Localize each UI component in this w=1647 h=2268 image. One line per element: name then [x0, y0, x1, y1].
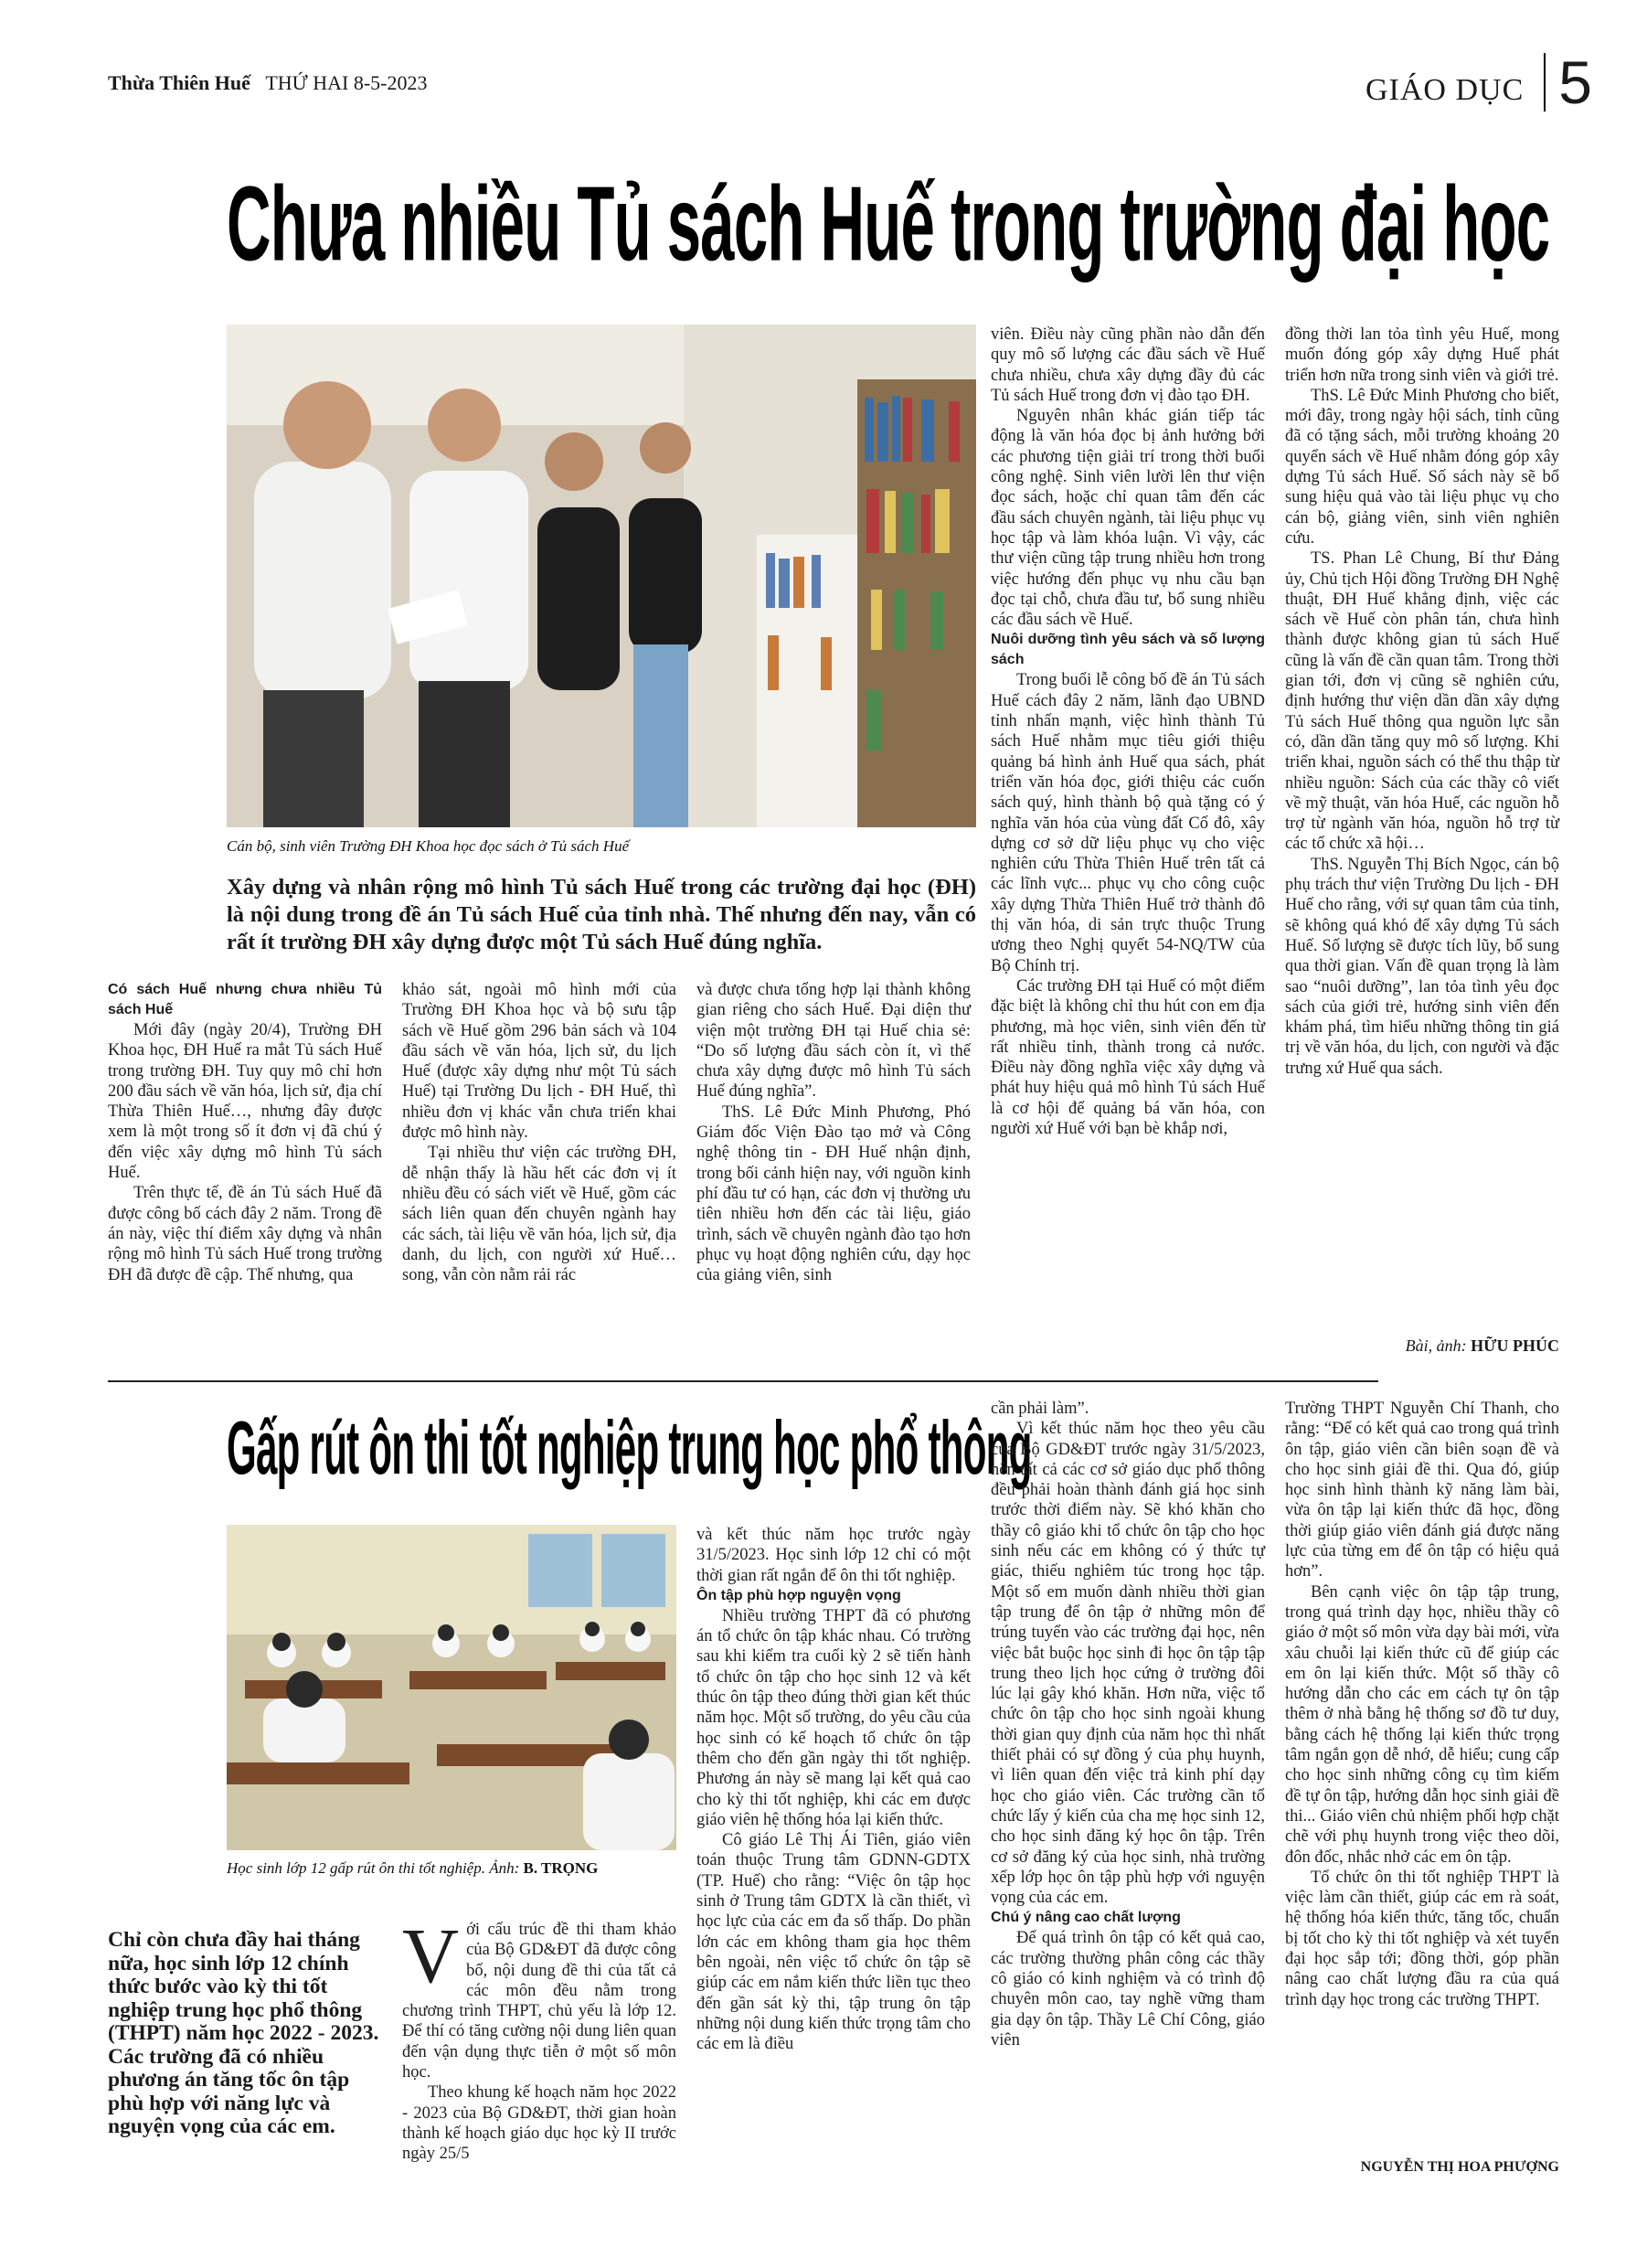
header-separator: [1544, 53, 1546, 112]
paragraph: ThS. Lê Đức Minh Phương, Phó Giám đốc Viện Đào tạo mở và Công nghệ thông tin - ĐH Huế nhận định, trong bối cảnh hiện nay, với nguồn kinh phí đầu tư có hạn, các đơn vị thường ưu tiên nhiều hơn đến các tài liệu, giáo trình, sách về chuyên ngành đào tạo hơn phục vụ hoạt động nghiên cứu, dạy học của giảng viên, sinh: [696, 1102, 971, 1285]
paragraph: Theo khung kế hoạch năm học 2022 - 2023 của Bộ GD&ĐT, thời gian hoàn thành kế hoạch giáo dục học kỳ II trước ngày 25/5: [402, 2083, 676, 2164]
classroom-photo-illustration: [227, 1525, 676, 1850]
page-number: 5: [1558, 48, 1592, 116]
article2-sapo: Chỉ còn chưa đầy hai tháng nữa, học sinh lớp 12 chính thức bước vào kỳ thi tốt nghiệp trung học phổ thông (THPT) năm học 2022 - 2023. Các trường đã có nhiều phương án tăng tốc ôn tập phù hợp với năng lực và nguyện vọng của các em.: [108, 1928, 379, 2138]
page-header-left: [108, 71, 428, 95]
paragraph: Để quá trình ôn tập có kết quả cao, các trường thường phân công các thầy cô giáo có kinh nghiệm và có trình độ chuyên môn cao, tay nghề vững tham gia dạy ôn tập. Thầy Lê Chí Công, giáo viên: [991, 1929, 1265, 2050]
paragraph: Trong buổi lễ công bố đề án Tủ sách Huế cách đây 2 năm, lãnh đạo UBND tỉnh nhấn mạnh, việc hình thành Tủ sách Huế nhằm mục tiêu giới thiệu quảng bá hình ảnh Huế qua sách, phát triển văn hóa đọc, giới thiệu các cuốn sách quý, hình thành bộ quà tặng có ý nghĩa văn hóa của vùng đất Cố đô, xây dựng cơ sở dữ liệu phục vụ cho việc nghiên cứu Thừa Thiên Huế trên tất cả các lĩnh vực... phục vụ cho công cuộc xây dựng Thừa Thiên Huế trở thành đô thị văn hóa, di sản trực thuộc Trung ương theo Nghị quyết 54-NQ/TW của Bộ Chính trị.: [991, 671, 1265, 975]
paragraph: Trường THPT Nguyễn Chí Thanh, cho rằng: “Để có kết quả cao trong quá trình ôn tập, giáo viên cần biên soạn đề và cho học sinh giải đề thi. Qua đó, giúp học sinh hình thành kỹ năng làm bài, vừa ôn tập lại kiến thức đã học, đồng thời giúp giáo viên đánh giá được năng lực của từng em để ôn tập có hiệu quả hơn”.: [1285, 1400, 1559, 1581]
issue-date: THỨ HAI 8-5-2023: [265, 71, 428, 94]
paragraph: và kết thúc năm học trước ngày 31/5/2023. Học sinh lớp 12 chỉ có một thời gian rất ngắn để ôn thi tốt nghiệp.: [696, 1526, 971, 1585]
article1-photo-caption: Cán bộ, sinh viên Trường ĐH Khoa học đọc sách ở Tủ sách Huế: [227, 837, 630, 855]
paragraph: và được chưa tổng hợp lại thành không gian riêng cho sách Huế. Đại diện thư viện một trường ĐH tại Huế chia sẻ: “Do số lượng đầu sách còn ít, vì thế chưa xây dựng được mô hình Tủ sách Huế đúng nghĩa”.: [696, 981, 971, 1102]
article2-column-3: [696, 1525, 971, 2054]
article2-column-5: [1285, 1399, 1559, 2010]
article2-subheading-2: Chú ý nâng cao chất lượng: [991, 1910, 1181, 1926]
page-header-right: [1365, 48, 1592, 116]
article1-sapo: Xây dựng và nhân rộng mô hình Tủ sách Huế trong các trường đại học (ĐH) là nội dung trong đề án Tủ sách Huế của tỉnh nhà. Thế nhưng đến nay, vẫn có rất ít trường ĐH xây dựng được một Tủ sách Huế đúng nghĩa.: [227, 875, 976, 954]
article1-column-4: [991, 325, 1265, 1139]
paragraph: Vì kết thúc năm học theo yêu cầu của Bộ GD&ĐT trước ngày 31/5/2023, nên tất cả các cơ sở giáo dục phổ thông đều phải hoàn thành đánh giá học sinh trước thời điểm này. Sẽ khó khăn cho thầy cô giáo khi tổ chức ôn tập cho học sinh nếu các em không có ý thức tự giác, thiếu nghiêm túc trong học tập. Một số em muốn dành nhiều thời gian tập trung để ôn tập ở những môn để trúng tuyển vào các trường đại học, nên việc bắt buộc học sinh đi học ôn tập tập trung theo lịch học cứng ở trường đôi lúc lại gây khó khăn. Hơn nữa, việc tổ chức ôn tập cho học sinh ngoài khung thời gian quy định của năm học thì nhất thiết phải có sự đồng ý của phụ huynh, vì liên quan đến việc trả kinh phí dạy học cho giáo viên. Các trường cần tổ chức lấy ý kiến của cha mẹ học sinh 12, cho học sinh đăng ký học ôn tập. Trên cơ sở đăng ký của học sinh, nhà trường xếp lớp học ôn tập phù hợp với nguyện vọng của các em.: [991, 1420, 1265, 1908]
photo-credit: B. TRỌNG: [523, 1859, 599, 1877]
paragraph: ThS. Lê Đức Minh Phương cho biết, mới đây, trong ngày hội sách, tỉnh cũng đã có tặng sách, mỗi trường khoảng 20 quyển sách về Huế nhằm đóng góp xây dựng Tủ sách Huế. Số sách này sẽ bổ sung hiệu quả vào tài liệu phục vụ cho cán bộ, giảng viên, sinh viên nghiên cứu.: [1285, 386, 1559, 548]
byline-prefix: Bài, ảnh:: [1405, 1336, 1467, 1355]
article1-column-5: [1285, 325, 1559, 1079]
paragraph: cần phải làm”.: [991, 1400, 1089, 1418]
paragraph: đồng thời lan tỏa tình yêu Huế, mong muốn đóng góp xây dựng Huế phát triển hơn nữa trong sinh viên và giới trẻ.: [1285, 325, 1559, 385]
article-divider: [108, 1380, 1378, 1382]
paragraph: Trên thực tế, đề án Tủ sách Huế đã được công bố cách đây 2 năm. Trong đề án này, việc thí điểm xây dựng và nhân rộng mô hình Tủ sách Huế trong trường ĐH đã được đề cập. Thế nhưng, qua: [108, 1184, 382, 1284]
byline-author: HỮU PHÚC: [1471, 1336, 1559, 1355]
article2-column-4: [991, 1399, 1265, 2050]
paragraph: Nhiều trường THPT đã có phương án tổ chức ôn tập khác nhau. Có trường sau khi kiểm tra cuối kỳ 2 sẽ tiến hành tổ chức ôn tập cho học sinh 12 và kết thúc ôn tập theo đúng thời gian kết thúc năm học. Một số trường, do yêu cầu của học sinh có kế hoạch tổ chức ôn tập thêm cho đến gần ngày thi tốt nghiệp. Phương án này sẽ mang lại kết quả cao cho kỳ thi tốt nghiệp, khi các em được giáo viên hệ thống hóa lại kiến thức.: [696, 1606, 971, 1829]
article2-subheading-1: Ôn tập phù hợp nguyện vọng: [696, 1587, 901, 1603]
paper-name: Thừa Thiên Huế: [108, 71, 250, 94]
caption-text: Học sinh lớp 12 gấp rút ôn thi tốt nghiệp. Ảnh:: [227, 1859, 520, 1877]
paragraph: Tổ chức ôn thi tốt nghiệp THPT là việc làm cần thiết, giúp các em rà soát, hệ thống hóa kiến thức, tăng tốc, chuẩn bị tốt cho kỳ thi tốt nghiệp và xét tuyển đại học sắp tới; đồng thời, góp phần nâng cao chất lượng đầu ra của quá trình dạy học trong các trường THPT.: [1285, 1868, 1559, 2009]
paragraph: ới cấu trúc đề thi tham khảo của Bộ GD&ĐT đã được công bố, nội dung đề thi của tất cả các môn đều nằm trong chương trình THPT, chủ yếu là lớp 12. Để thí có tăng cường nội dung liên quan đến vận dụng thực tiễn ở một số môn học.: [402, 1921, 676, 2082]
article2-column-2: [402, 1911, 676, 2165]
article2-headline: Gấp rút ôn thi tốt nghiệp trung học phổ thông: [227, 1405, 1032, 1490]
article1-byline: [1285, 1336, 1559, 1356]
article2-photo-caption: [227, 1859, 676, 1878]
paragraph: Cô giáo Lê Thị Ái Tiên, giáo viên toán thuộc Trung tâm GDNN-GDTX (TP. Huế) cho rằng: “Việc ôn tập học sinh ở Trung tâm GDTX là cần thiết, vì học lực của các em đa số thấp. Do phần lớn các em không tham gia học thêm bên ngoài, nên việc tổ chức ôn tập sẽ giúp các em nắm kiến thức liền tục theo đến gần sát kỳ thi, tập trung ôn tập những nội dung kiến thức trọng tâm cho các em là điều: [696, 1831, 971, 2054]
paragraph: Nguyên nhân khác gián tiếp tác động là văn hóa đọc bị ảnh hưởng bởi các phương tiện giải trí trong thời buổi công nghệ. Sinh viên lười lên thư viện đọc sách, hoặc chỉ quan tâm đến các đầu sách chuyên ngành, tài liệu phục vụ học tập và làm khóa luận. Vì vậy, các thư viện cũng tập trung nhiều hơn trong việc hướng đến phục vụ nhu cầu bạn đọc tại chỗ, chưa đầu tư, bổ sung nhiều các đầu sách về Huế.: [991, 407, 1265, 630]
drop-cap: V: [402, 1911, 460, 1999]
paragraph: TS. Phan Lê Chung, Bí thư Đảng ủy, Chủ tịch Hội đồng Trường ĐH Nghệ thuật, ĐH Huế khẳng định, việc các sách về Huế còn phân tán, chưa hình thành được không gian tủ sách Huế cũng là vấn đề cần quan tâm. Trong thời gian tới, đơn vị cũng sẽ nghiên cứu, định hướng thư viện dần dần xây dựng Tủ sách Huế thông qua nguồn lực sẵn có, dần dần tăng quy mô số lượng. Khi triển khai, nguồn sách có thể thu thập từ nhiều nguồn: Sách của các thầy cô viết về mỹ thuật, văn hóa Huế, các nguồn hỗ trợ từ ngành văn hóa, nguồn hỗ trợ từ các tổ chức xã hội…: [1285, 549, 1559, 854]
article2-photo: [227, 1525, 676, 1850]
article1-subheading-1: Có sách Huế nhưng chưa nhiều Tủ sách Huế: [108, 982, 382, 1017]
article1-headline: Chưa nhiều Tủ sách Huế trong trường đại học: [227, 164, 1550, 283]
paragraph: Mới đây (ngày 20/4), Trường ĐH Khoa học, ĐH Huế ra mắt Tủ sách Huế trong trường ĐH. Tuy quy mô chỉ hơn 200 đầu sách về văn hóa, lịch sử, địa chí Thừa Thiên Huế…, nhưng đây được xem là một trong số ít đơn vị đã chú ý đến việc xây dựng mô hình Tủ sách Huế.: [108, 1021, 382, 1183]
paragraph: ThS. Nguyễn Thị Bích Ngọc, cán bộ phụ trách thư viện Trường Du lịch - ĐH Huế cho rằng, với sự quan tâm của tỉnh, sẽ không quá khó để xây dựng Tủ sách Huế. Số lượng sẽ được tích lũy, bổ sung qua thời gian. Vấn đề quan trọng là làm sao “nuôi dưỡng”, lan tỏa tình yêu đọc sách của giới trẻ, hướng sinh viên đến khám phá, tìm hiểu những thông tin giá trị về văn hóa, du lịch, con người và đặc trưng xứ Huế qua sách.: [1285, 855, 1559, 1078]
article1-column-1: [108, 980, 382, 1285]
paragraph: Các trường ĐH tại Huế có một điểm đặc biệt là không chỉ thu hút con em địa phương, mà học viên, sinh viên đến từ rất nhiều tỉnh, thành trong cả nước. Điều này đồng nghĩa việc xây dựng và phát huy hiệu quả mô hình Tủ sách Huế là cơ hội để quảng bá văn hóa, con người xứ Huế với bạn bè khắp nơi,: [991, 976, 1265, 1138]
article1-photo: [227, 325, 976, 827]
section-name: GIÁO DỤC: [1365, 73, 1525, 107]
paragraph: viên. Điều này cũng phần nào dẫn đến quy mô số lượng các đầu sách về Huế chưa nhiều, chưa xây dựng đầy đủ các Tủ sách Huế trong đơn vị đào tạo ĐH.: [991, 325, 1265, 405]
article1-subheading-2: Nuôi dưỡng tình yêu sách và số lượng sách: [991, 632, 1265, 668]
article1-column-3: [696, 980, 971, 1285]
paragraph: khảo sát, ngoài mô hình mới của Trường ĐH Khoa học và bộ sưu tập sách về Huế gồm 296 bản sách và 104 đầu sách về văn hóa, lịch sử, du lịch Huế (được xây dựng như một Tủ sách Huế) tại Trường Du lịch - ĐH Huế, thì nhiều đơn vị khác vẫn chưa triển khai được mô hình này.: [402, 981, 676, 1143]
article2-byline: NGUYỄN THỊ HOA PHƯỢNG: [1360, 2159, 1559, 2175]
paragraph: Tại nhiều thư viện các trường ĐH, dễ nhận thấy là hầu hết các đơn vị ít nhiều đều có sách viết về Huế, gồm các sách liên quan đến chuyên ngành hay các sách, tài liệu về văn hóa, lịch sử, địa danh, du lịch, con người xứ Huế… song, vẫn còn nằm rải rác: [402, 1144, 676, 1285]
article1-column-2: [402, 980, 676, 1285]
paragraph: Bên cạnh việc ôn tập tập trung, trong quá trình dạy học, nhiều thầy cô giáo ở một số môn vừa dạy bài mới, vừa xâu chuỗi lại kiến thức cũ để giúp các em ôn lại kiến thức. Một số thầy cô hướng dẫn cho các em cách tự ôn tập thêm ở nhà bằng hệ thống sơ đồ tư duy, bằng cách hệ thống lại kiến thức trọng tâm ngắn gọn dễ nhớ, dễ hiểu; cung cấp cho học sinh những công cụ tìm kiếm đề tự ôn tập, hướng dẫn học sinh giải đề thi... Giáo viên chủ nhiệm phối hợp chặt chẽ với phụ huynh trong việc theo dõi, đôn đốc, nhắc nhở các em ôn tập.: [1285, 1582, 1559, 1867]
library-photo-illustration: [227, 325, 976, 827]
